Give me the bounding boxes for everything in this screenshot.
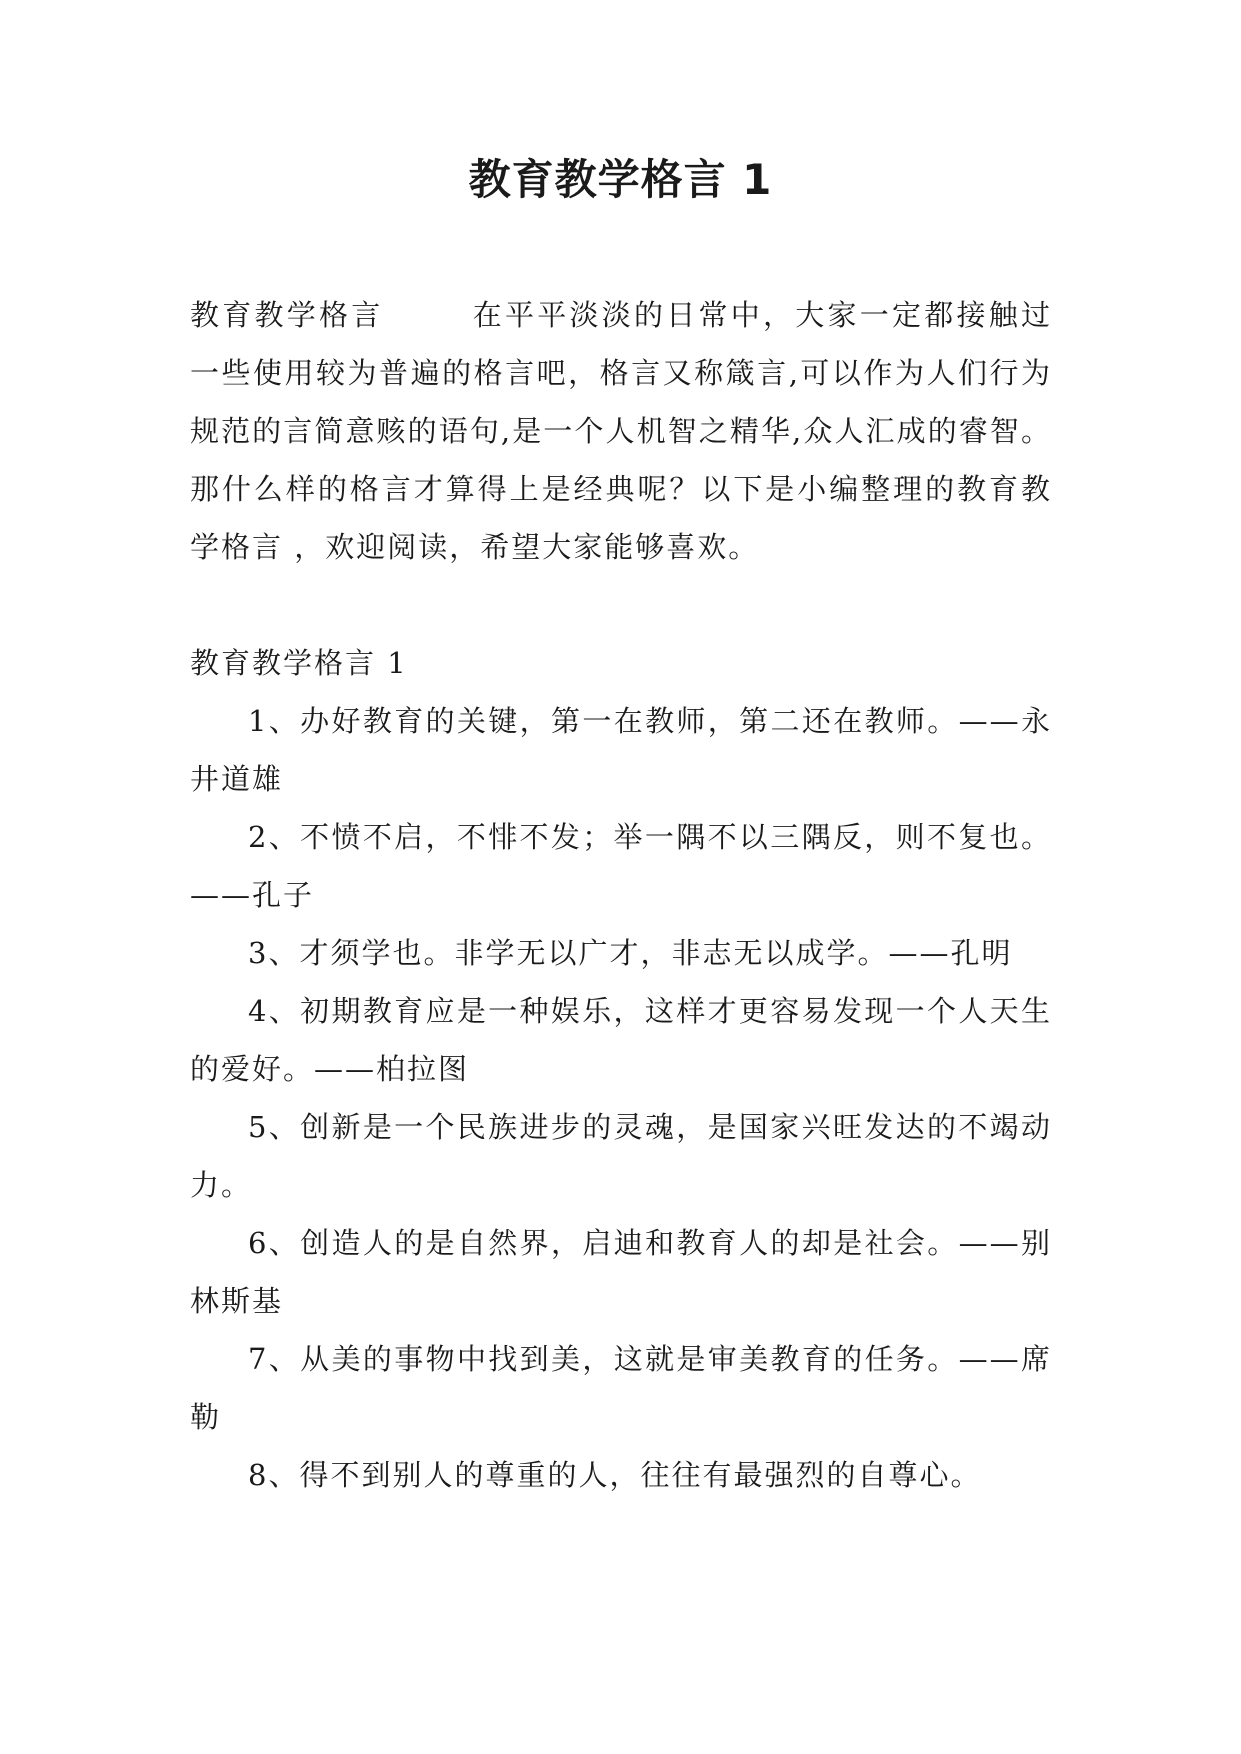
- intro-body: 在平平淡淡的日常中，大家一定都接触过一些使用较为普遍的格言吧，格言又称箴言,可以作为人们行为规范的言简意赅的语句,是一个人机智之精华,众人汇成的睿智。那什么样的格言才算得上是经典呢？以下是小编整理的教育教学格言 ，欢迎阅读，希望大家能够喜欢。: [190, 298, 1052, 564]
- document-title: 教育教学格言 1: [468, 155, 773, 204]
- quote-item-5: 5、创新是一个民族进步的灵魂，是国家兴旺发达的不竭动力。: [190, 1110, 1052, 1202]
- quote-item-4: 4、初期教育应是一种娱乐，这样才更容易发现一个人天生的爱好。——柏拉图: [190, 994, 1052, 1086]
- quote-item-1: 1、办好教育的关键，第一在教师，第二还在教师。——永井道雄: [190, 704, 1052, 796]
- quote-item-3: 3、才须学也。非学无以广才，非志无以成学。——孔明: [248, 936, 1013, 970]
- section-heading: 教育教学格言 1: [190, 646, 408, 680]
- intro-lead: 教育教学格言: [190, 298, 384, 332]
- quote-item-6: 6、创造人的是自然界，启迪和教育人的却是社会。——别林斯基: [190, 1226, 1052, 1318]
- quote-item-8: 8、得不到别人的尊重的人，往往有最强烈的自尊心。: [248, 1458, 982, 1492]
- quote-item-2: 2、不愤不启，不悱不发；举一隅不以三隅反，则不复也。——孔子: [190, 820, 1052, 912]
- document-body: [190, 286, 1052, 1504]
- quote-item-7: 7、从美的事物中找到美，这就是审美教育的任务。——席勒: [190, 1342, 1052, 1434]
- intro-paragraph: [190, 286, 1052, 576]
